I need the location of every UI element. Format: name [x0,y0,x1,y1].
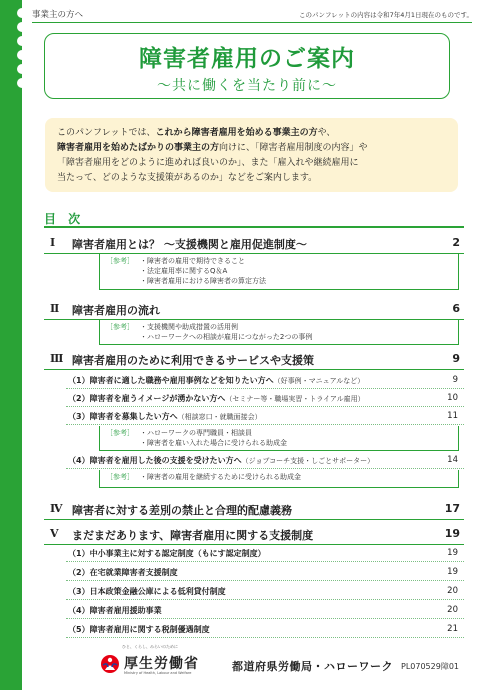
toc-sub-3-4[interactable] [66,453,464,469]
section-page: 17 [444,502,460,515]
pamphlet-code: PL070529障01 [401,662,459,671]
reference-item: ・法定雇用率に関するQ＆A [140,267,228,275]
section-rule [44,519,464,520]
audience-label: 事業主の方へ [32,10,84,20]
ministry-logo-icon [100,654,120,674]
section-number: Ⅳ [50,502,63,515]
sub-label: （3）日本政策金融公庫による低利貸付制度 [68,587,226,596]
sub-page: 20 [447,586,458,596]
sub-page: 19 [447,548,458,558]
sub-page: 9 [452,375,458,385]
side-band [0,0,22,690]
sub-note: （セミナー等・職場実習・トライアル雇用） [225,395,365,403]
sub-page: 11 [447,411,458,421]
sub-label: （1）障害者に適した職務や雇用事例などを知りたい方へ [68,376,274,385]
sub-label: （5）障害者雇用に関する税制優遇制度 [68,625,210,634]
sub-label: （2）障害者を雇うイメージが湧かない方へ [68,394,226,403]
reference-tag: ［参考］ [106,257,134,265]
footer-organization: 都道府県労働局・ハローワーク [232,660,393,673]
toc-section-4[interactable] [44,500,464,518]
toc-sub-3-1[interactable] [66,373,464,389]
toc-heading-rule [44,226,464,228]
reference-box-2 [99,320,459,345]
intro-line-3: 「障害者雇用をどのように進めれば良いのか」、また「雇入れや継続雇用に [57,158,359,168]
section-number: Ⅲ [50,352,64,365]
sub-note: （相談窓口・就職面接会） [177,413,262,421]
section-rule [44,369,464,370]
reference-item: ・障害者の雇用で期待できること [140,257,245,265]
section-number: Ⅱ [50,302,60,315]
intro-line-2: 障害者雇用を始めたばかりの事業主の方向けに、「障害者雇用制度の内容」や [57,143,368,153]
section-page: 9 [452,352,460,365]
toc-heading: 目 次 [44,212,85,226]
sub-note: （ジョブコーチ支援・しごとサポーター） [241,457,375,465]
toc-section-1[interactable] [44,234,464,252]
toc-sub-3-3[interactable] [66,409,464,425]
section-label: 障害者雇用の流れ [72,304,160,317]
toc-section-3[interactable] [44,350,464,368]
reference-tag: ［参考］ [106,429,134,437]
reference-box-1 [99,254,459,290]
reference-item: ・ハローワークの専門職員・相談員 [140,429,252,437]
page-title: 障害者雇用のご案内 [139,46,355,72]
sub-page: 10 [447,393,458,403]
sub-label: （2）在宅就業障害者支援制度 [68,568,178,577]
sub-label: （3）障害者を募集したい方へ [68,412,178,421]
side-band-scallops [0,0,26,100]
sub-label: （4）障害者を雇用した後の支援を受けたい方へ [68,456,242,465]
ministry-name: 厚生労働省 [124,656,199,672]
ministry-tagline: ひと、くらし、みらいのために [122,644,178,649]
toc-sub-5-1[interactable] [66,546,464,562]
section-number: Ⅰ [50,236,56,249]
sub-page: 20 [447,605,458,615]
reference-item: ・支援機関や助成措置の活用例 [140,323,238,331]
ministry-logo [100,652,215,680]
section-page: 6 [452,302,460,315]
toc-sub-5-2[interactable] [66,565,464,581]
reference-box-3a [99,426,459,451]
reference-item: ・ハローワークへの相談が雇用につながった2つの事例 [140,333,313,341]
sub-page: 21 [447,624,458,634]
section-page: 2 [452,236,460,249]
toc-sub-5-4[interactable] [66,603,464,619]
intro-line-4: 当たって、どのような支援策があるのか」などをご案内します。 [57,173,318,183]
header-rule [32,22,472,23]
section-label: 障害者雇用のために利用できるサービスや支援策 [72,354,314,367]
section-label: 障害者雇用とは？ ～支援機関と雇用促進制度～ [72,238,307,251]
section-page: 19 [444,527,460,540]
sub-page: 19 [447,567,458,577]
title-box [44,33,450,99]
date-notice: このパンフレットの内容は令和7年4月1日現在のものです。 [298,11,473,19]
reference-tag: ［参考］ [106,473,134,481]
sub-label: （4）障害者雇用援助事業 [68,606,162,615]
reference-item: ・障害者雇用における障害者の算定方法 [140,277,266,285]
sub-note: （好事例・マニュアルなど） [273,377,365,385]
section-number: Ⅴ [50,527,59,540]
reference-box-3b [99,470,459,488]
page-subtitle: ～共に働くを当たり前に～ [157,78,337,94]
toc-section-5[interactable] [44,525,464,543]
toc-sub-3-2[interactable] [66,391,464,407]
section-label: 障害者に対する差別の禁止と合理的配慮義務 [72,504,292,517]
sub-page: 14 [447,455,458,465]
toc-sub-5-3[interactable] [66,584,464,600]
section-label: まだまだあります、障害者雇用に関する支援制度 [72,529,314,542]
ministry-name-en: Ministry of Health, Labour and Welfare [124,671,192,675]
reference-tag: ［参考］ [106,323,134,331]
intro-box [45,118,458,192]
toc-section-2[interactable] [44,300,464,318]
intro-line-1: このパンフレットでは、これから障害者雇用を始める事業主の方や、 [57,128,336,138]
reference-item: ・障害者を雇い入れた場合に受けられる助成金 [140,439,287,447]
section-rule [44,544,464,545]
toc-sub-5-5[interactable] [66,622,464,638]
sub-label: （1）中小事業主に対する認定制度（もにす認定制度） [68,549,266,558]
reference-item: ・障害者の雇用を継続するために受けられる助成金 [140,473,301,481]
